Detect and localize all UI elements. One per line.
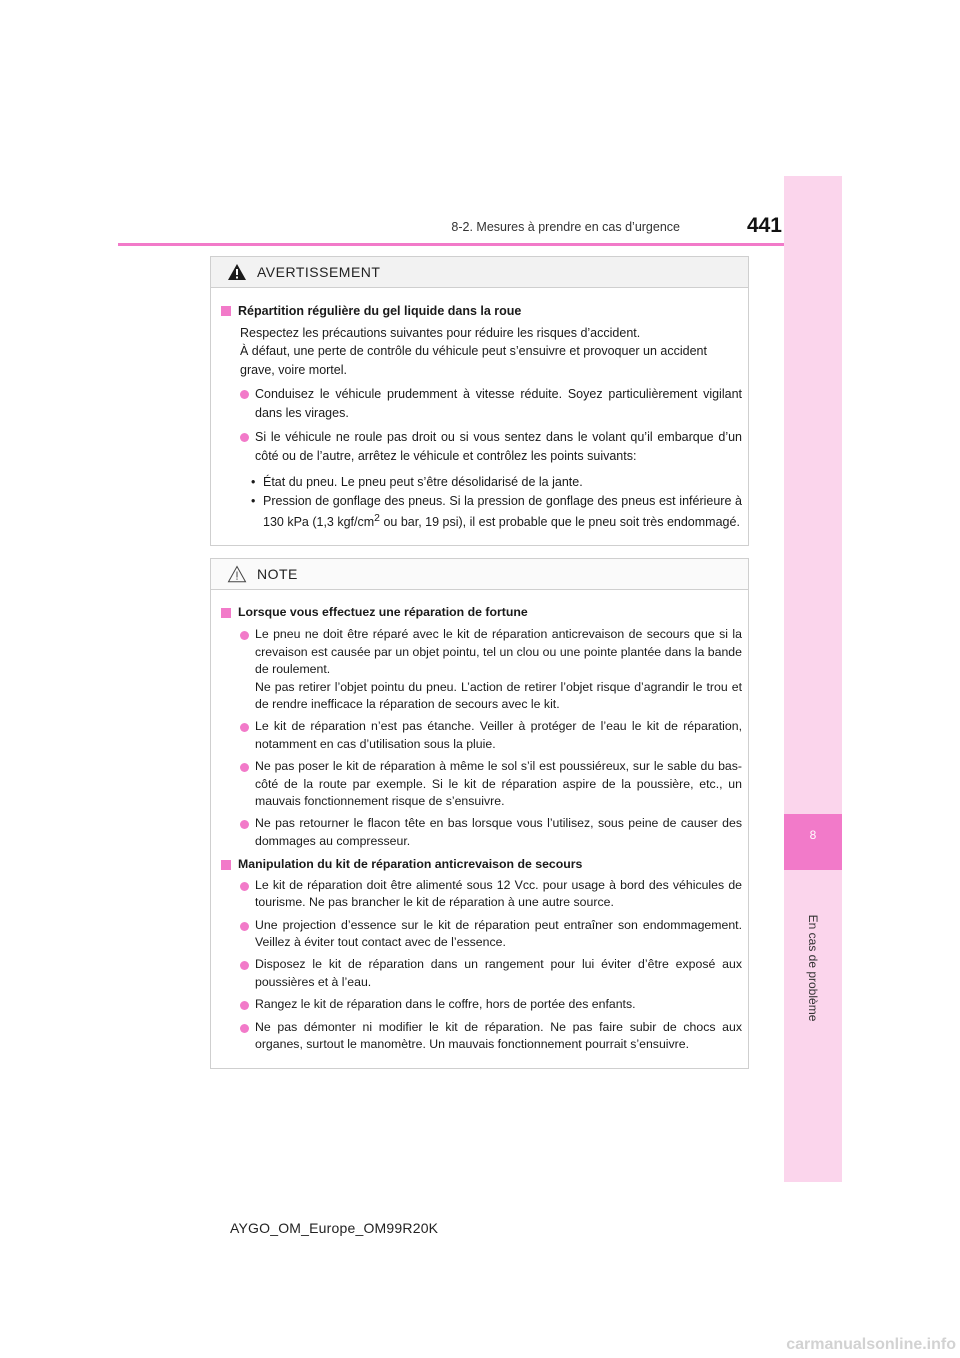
circle-bullet-icon (240, 882, 249, 891)
watermark: carmanualsonline.info (786, 1336, 956, 1353)
list-item (221, 996, 742, 1013)
list-item-text: Disposez le kit de réparation dans un rangement pour lui éviter d’être exposé aux poussières et à l’eau. (255, 957, 742, 989)
circle-bullet-icon (240, 820, 249, 829)
note-header (211, 559, 748, 590)
document-id: AYGO_OM_Europe_OM99R20K (230, 1220, 439, 1236)
list-item (221, 626, 742, 713)
warning-subtitle (221, 302, 742, 321)
list-item (221, 428, 742, 465)
section-title: 8-2. Mesures à prendre en cas d’urgence (451, 220, 680, 234)
warning-body (211, 288, 748, 532)
warning-box (210, 256, 749, 546)
note-subtitle-2 (221, 856, 742, 873)
list-item (221, 877, 742, 912)
chapter-tab-number-box (784, 814, 842, 870)
list-item (221, 815, 742, 850)
circle-bullet-icon (240, 763, 249, 772)
warning-paragraph: Respectez les précautions suivantes pour réduire les risques d’accident. À défaut, une perte de contrôle du véhicule peut s’ensuivre et provoquer un accident grave, voire mortel. (240, 325, 707, 377)
list-item-text: Rangez le kit de réparation dans le coffre, hors de portée des enfants. (255, 997, 636, 1012)
list-item-text: Conduisez le véhicule prudemment à vitesse réduite. Soyez particulièrement vigilant dans les virages. (255, 387, 742, 420)
square-bullet-icon (221, 860, 231, 870)
circle-bullet-icon (240, 1024, 249, 1033)
list-item (221, 1019, 742, 1054)
sub-list-item (221, 473, 742, 492)
list-item (221, 758, 742, 810)
list-item (221, 956, 742, 991)
list-item (221, 718, 742, 753)
caution-triangle-icon (227, 565, 247, 583)
list-item (221, 917, 742, 952)
list-item-text: Le kit de réparation doit être alimenté sous 12 Vcc. pour usage à bord des véhicules de tourisme. Ne pas brancher le kit de réparation à une autre source. (255, 877, 742, 910)
chapter-tab-strip (784, 176, 842, 1182)
list-item-text: Ne pas retourner le flacon tête en bas lorsque vous l’utilisez, sous peine de causer des dommages au compresseur. (255, 816, 742, 848)
sub-list-item-text (263, 492, 742, 532)
note-body (211, 590, 748, 1053)
dot-bullet-icon: • (251, 475, 256, 489)
superscript: 2 (374, 513, 380, 524)
note-subtitle-text: Lorsque vous effectuez une réparation de fortune (238, 605, 528, 619)
warning-subtitle-text: Répartition régulière du gel liquide dans la roue (238, 304, 522, 318)
list-item (221, 385, 742, 422)
pressure-text-end: ou bar, 19 psi), il est probable que le pneu soit très endommagé. (379, 515, 740, 530)
warning-triangle-icon (227, 263, 247, 281)
square-bullet-icon (221, 608, 231, 618)
note-box (210, 558, 749, 1069)
circle-bullet-icon (240, 390, 249, 399)
note-subtitle-1 (221, 604, 742, 621)
list-item-text: Le pneu ne doit être réparé avec le kit de réparation anticrevaison de secours que si la crevaison est causée par un objet pointu, tel un clou ou une pointe plantée dans la bande de roulement. Ne pas retirer l’objet pointu du pneu. L’action de retirer l’objet risque d’agrandir le trou et de rendre inefficace la réparation de secours avec le kit. (255, 627, 742, 712)
circle-bullet-icon (240, 1001, 249, 1010)
note-title: NOTE (257, 566, 298, 582)
list-item-text: Une projection d’essence sur le kit de réparation peut entraîner son endommagement. Veillez à éviter tout contact avec de l’essence. (255, 917, 742, 949)
circle-bullet-icon (240, 922, 249, 931)
list-item-text: Si le véhicule ne roule pas droit ou si vous sentez dans le volant qu’il embarque d’un côté ou de l’autre, arrêtez le véhicule et contrôlez les points suivants: (255, 430, 742, 463)
circle-bullet-icon (240, 723, 249, 732)
chapter-label: En cas de problème (806, 914, 820, 1022)
chapter-number: 8 (809, 828, 817, 842)
page-number: 441 (746, 214, 782, 237)
warning-title: AVERTISSEMENT (257, 264, 381, 280)
list-item-text: Ne pas poser le kit de réparation à même le sol s’il est poussiéreux, sur le sable du bas-côté de la route par exemple. Si le kit de réparation aspire de la poussière, etc., un mauvais fonctionnement risque de s’ensuivre. (255, 759, 742, 809)
circle-bullet-icon (240, 631, 249, 640)
sub-list-item (221, 492, 742, 532)
list-item-text: Ne pas démonter ni modifier le kit de réparation. Ne pas faire subir de chocs aux organes, surtout le manomètre. Un mauvais fonctionnement pourrait s’ensuivre. (255, 1019, 742, 1051)
list-item-text: Le kit de réparation n’est pas étanche. Veiller à protéger de l’eau le kit de réparation, notamment en cas d’utilisation sous la pluie. (255, 719, 742, 751)
warning-header (211, 257, 748, 288)
circle-bullet-icon (240, 961, 249, 970)
circle-bullet-icon (240, 433, 249, 442)
square-bullet-icon (221, 306, 231, 316)
note-subtitle-text: Manipulation du kit de réparation anticrevaison de secours (238, 857, 583, 872)
dot-bullet-icon: • (251, 493, 256, 508)
sub-list-item-text: État du pneu. Le pneu peut s’être désolidarisé de la jante. (263, 475, 583, 489)
pressure-text: Pression de gonflage des pneus. Si la pression de gonflage des pneus est inférieure à 130 kPa (1,3 kgf/cm (263, 493, 742, 530)
header-rule (118, 243, 840, 246)
